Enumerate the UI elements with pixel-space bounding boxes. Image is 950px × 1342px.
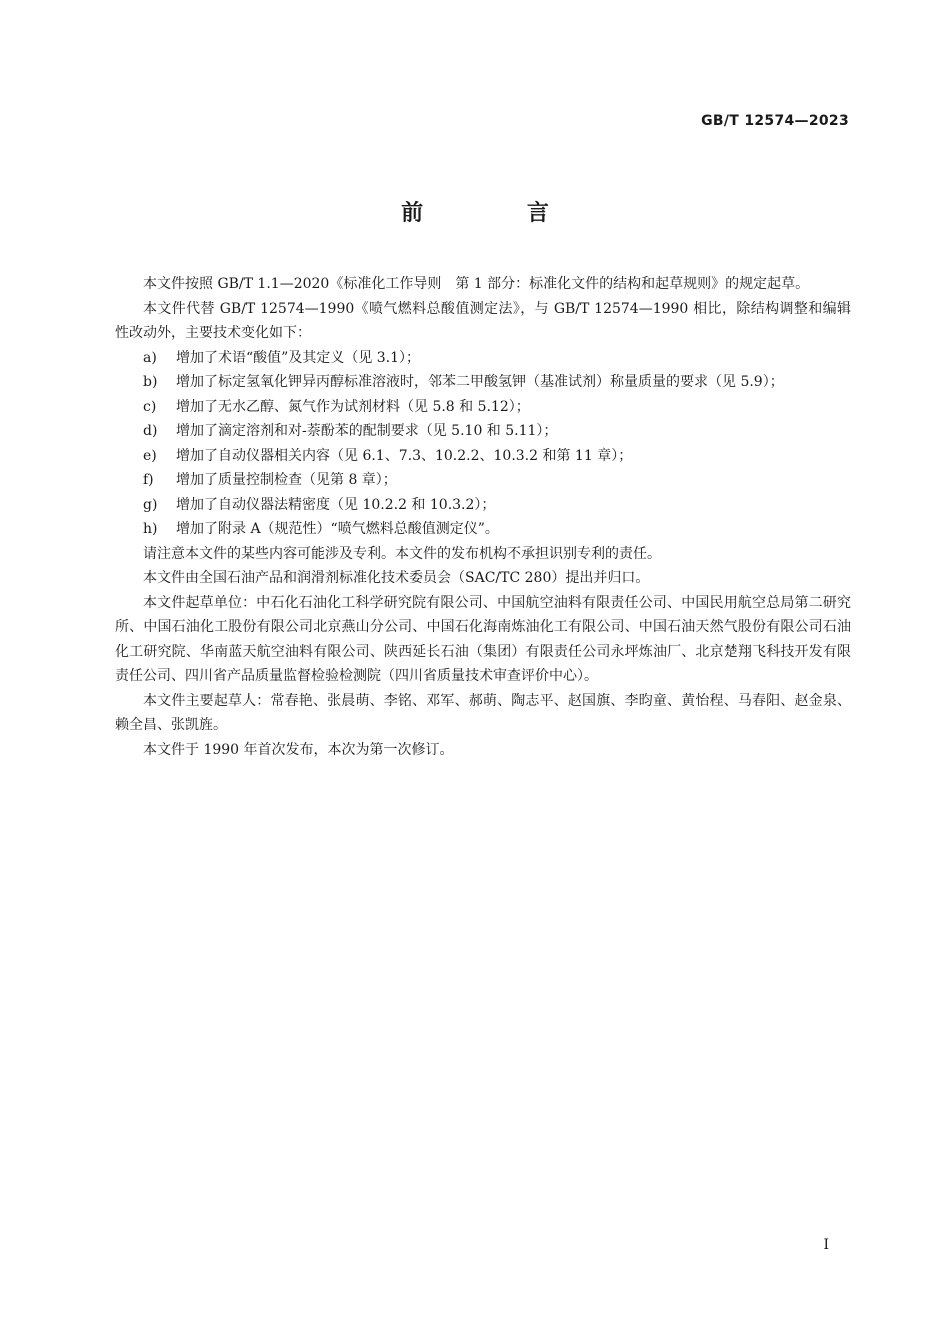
paragraph-drafters: 本文件主要起草人：常春艳、张晨萌、李铭、邓军、郝萌、陶志平、赵国旗、李昀童、黄怡程、马春阳、赵金泉、赖全昌、张凯旌。 xyxy=(115,692,851,733)
list-item-label: h) xyxy=(143,521,158,537)
list-item xyxy=(115,468,851,493)
list-item xyxy=(115,370,851,395)
list-item-text: 增加了自动仪器法精密度（见 10.2.2 和 10.3.2）； xyxy=(176,496,496,513)
list-item-label: b) xyxy=(143,374,158,390)
paragraph-patent-notice: 请注意本文件的某些内容可能涉及专利。本文件的发布机构不承担识别专利的责任。 xyxy=(143,545,661,562)
foreword-body xyxy=(115,272,851,762)
list-item-text: 增加了自动仪器相关内容（见 6.1、7.3、10.2.2、10.3.2 和第 11 章）； xyxy=(176,447,633,464)
page-title: 前 言 xyxy=(401,201,597,226)
standard-number: GB/T 12574—2023 xyxy=(701,113,849,129)
paragraph-drafting-units: 本文件起草单位：中石化石油化工科学研究院有限公司、中国航空油料有限责任公司、中国民用航空总局第二研究所、中国石油化工股份有限公司北京燕山分公司、中国石化海南炼油化工有限公司、中国石油天然气股份有限公司石油化工研究院、华南蓝天航空油料有限公司、陕西延长石油（集团）有限责任公司永坪炼油厂、北京楚翔飞科技开发有限责任公司、四川省产品质量监督检验检测院（四川省质量技术审查评价中心）。 xyxy=(115,594,851,684)
list-item xyxy=(115,419,851,444)
list-item xyxy=(115,493,851,518)
list-item-label: d) xyxy=(143,423,158,439)
paragraph-publication-history: 本文件于 1990 年首次发布，本次为第一次修订。 xyxy=(143,741,454,758)
list-item-text: 增加了无水乙醇、氮气作为试剂材料（见 5.8 和 5.12）； xyxy=(176,398,530,415)
list-item xyxy=(115,444,851,469)
list-item-text: 增加了滴定溶剂和对-萘酚苯的配制要求（见 5.10 和 5.11）； xyxy=(176,423,558,439)
list-item-label: c) xyxy=(143,398,157,415)
list-item-text: 增加了术语“酸值”及其定义（见 3.1）； xyxy=(176,349,421,366)
list-item xyxy=(115,395,851,420)
list-item xyxy=(115,517,851,542)
list-item-text: 增加了质量控制检查（见第 8 章）； xyxy=(176,472,397,488)
paragraph-proposer: 本文件由全国石油产品和润滑剂标准化技术委员会（SAC/TC 280）提出并归口。 xyxy=(143,570,650,586)
list-item-text: 增加了附录 A（规范性）“喷气燃料总酸值测定仪”。 xyxy=(176,521,499,537)
list-item-label: f) xyxy=(143,472,154,488)
list-item-label: a) xyxy=(143,349,157,366)
list-item-text: 增加了标定氢氧化钾异丙醇标准溶液时，邻苯二甲酸氢钾（基准试剂）称量质量的要求（见 5.9）； xyxy=(176,374,784,390)
page-number: I xyxy=(823,1237,829,1253)
list-item-label: e) xyxy=(143,447,157,464)
list-item-label: g) xyxy=(143,496,158,513)
paragraph-drafting-rules: 本文件按照 GB/T 1.1—2020《标准化工作导则 第 1 部分：标准化文件的结构和起草规则》的规定起草。 xyxy=(143,276,810,292)
paragraph-replacement: 本文件代替 GB/T 12574—1990《喷气燃料总酸值测定法》，与 GB/T 12574—1990 相比，除结构调整和编辑性改动外，主要技术变化如下： xyxy=(115,300,851,341)
list-item xyxy=(115,346,851,371)
